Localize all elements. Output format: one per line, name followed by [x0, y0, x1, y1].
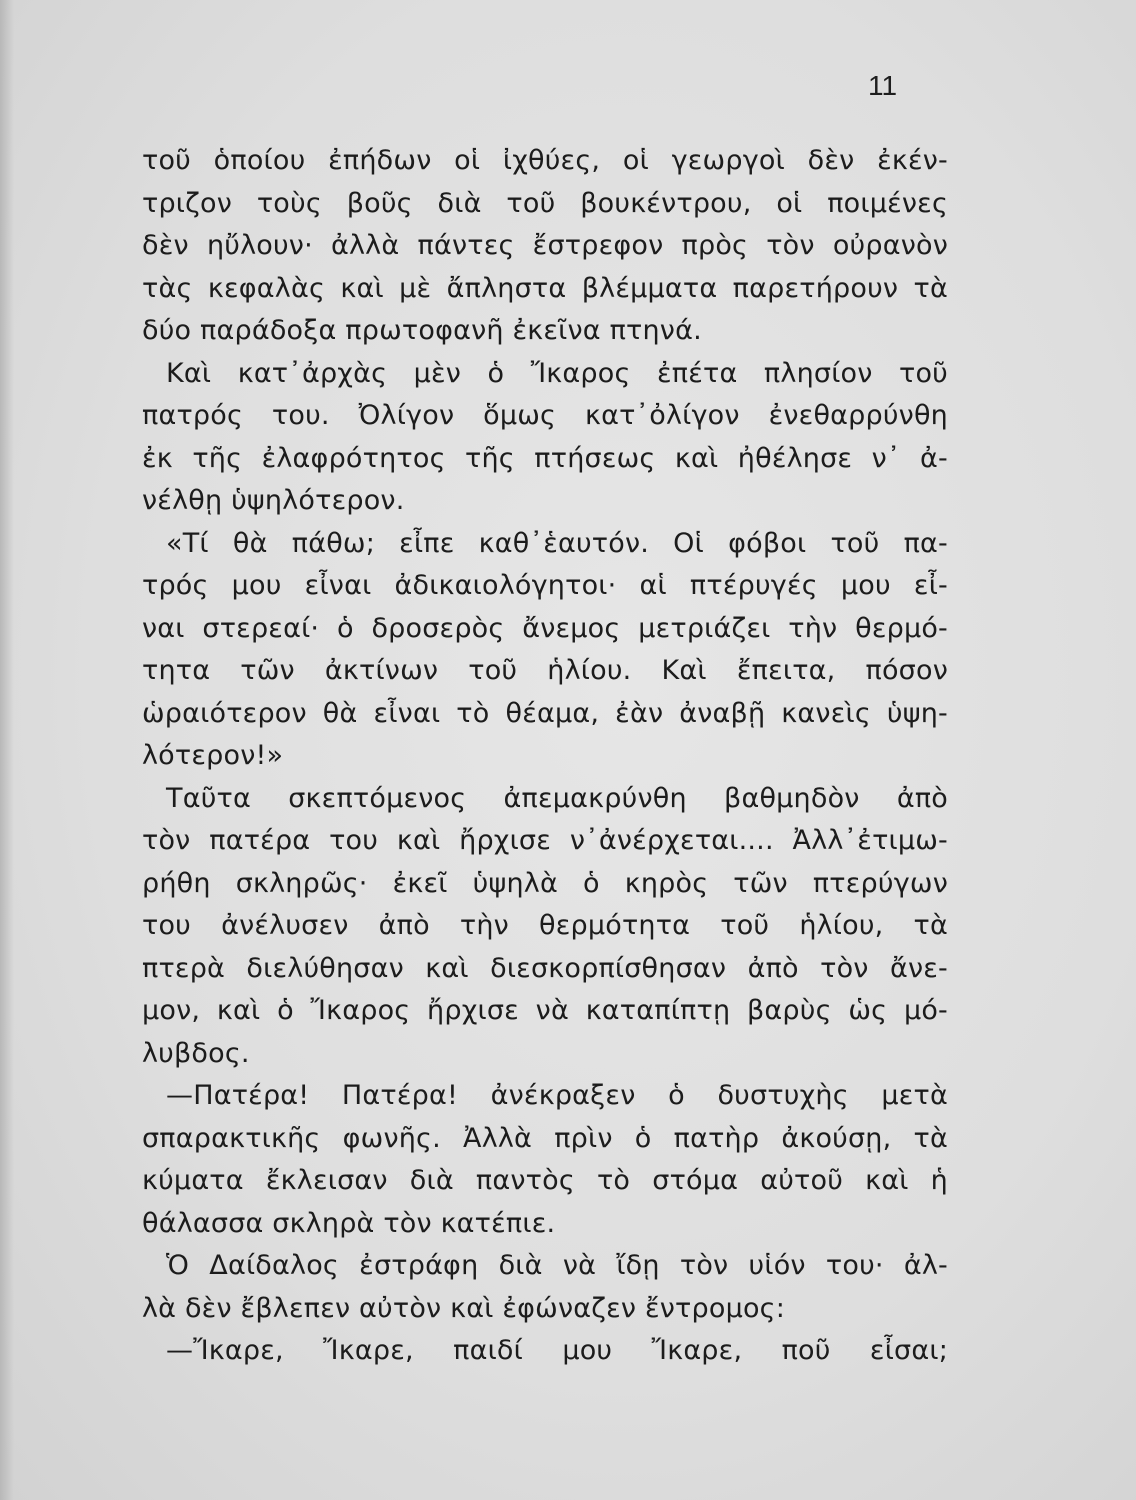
text-line: του ἀνέλυσεν ἀπὸ τὴν θερμότητα τοῦ ἡλίου, τὰ — [142, 910, 948, 941]
text-line: κύματα ἔκλεισαν διὰ παντὸς τὸ στόμα αὐτοῦ καὶ ἡ — [142, 1165, 948, 1196]
text-line: ρήθη σκληρῶς· ἐκεῖ ὑψηλὰ ὁ κηρὸς τῶν πτερύγων — [142, 867, 948, 899]
text-line: θάλασσα σκληρὰ τὸν κατέπιε. — [142, 1207, 556, 1239]
text-line: ὡραιότερον θὰ εἶναι τὸ θέαμα, ἐὰν ἀναβῇ κανεὶς ὑψη- — [142, 697, 948, 729]
page-number: 11 — [868, 70, 898, 101]
text-line: τητα τῶν ἀκτίνων τοῦ ἡλίου. Καὶ ἔπειτα, πόσον — [142, 655, 948, 686]
text-line: τριζον τοὺς βοῦς διὰ τοῦ βουκέντρου, οἱ ποιμένες — [142, 187, 948, 219]
text-line: —Πατέρα! Πατέρα! ἀνέκραξεν ὁ δυστυχὴς μετὰ — [166, 1080, 948, 1111]
text-line: πατρός του. Ὀλίγον ὅμως κατ᾽ὀλίγον ἐνεθαρρύνθη — [142, 400, 948, 431]
text-line: Καὶ κατ᾽ἀρχὰς μὲν ὁ Ἴκαρος ἐπέτα πλησίον τοῦ — [166, 357, 948, 389]
text-line: πτερὰ διελύθησαν καὶ διεσκορπίσθησαν ἀπὸ τὸν ἄνε- — [142, 952, 948, 984]
text-line: λότερον!» — [142, 740, 284, 771]
text-line: Ταῦτα σκεπτόμενος ἀπεμακρύνθη βαθμηδὸν ἀπὸ — [166, 782, 948, 814]
text-line: τὸν πατέρα του καὶ ἤρχισε ν᾽ἀνέρχεται.... Ἀλλ᾽ἐτιμω- — [142, 825, 948, 856]
text-line: δύο παράδοξα πρωτοφανῆ ἐκεῖνα πτηνά. — [142, 315, 702, 346]
text-line: ἐκ τῆς ἐλαφρότητος τῆς πτήσεως καὶ ἠθέλησε ν᾽ ἀ- — [142, 442, 948, 474]
body-text — [142, 140, 948, 1373]
text-line: —Ἴκαρε, Ἴκαρε, παιδί μου Ἴκαρε, ποῦ εἶσαι; — [166, 1335, 948, 1366]
text-line: ναι στερεαί· ὁ δροσερὸς ἄνεμος μετριάζει τὴν θερμό- — [142, 612, 948, 644]
text-line: νέλθῃ ὑψηλότερον. — [142, 485, 405, 516]
text-line: τρός μου εἶναι ἀδικαιολόγητοι· αἱ πτέρυγές μου εἶ- — [142, 570, 948, 601]
text-line: τὰς κεφαλὰς καὶ μὲ ἄπληστα βλέμματα παρετήρουν τὰ — [142, 272, 948, 304]
page-edge-shadow — [0, 0, 14, 1500]
text-line: δὲν ηὔλουν· ἀλλὰ πάντες ἔστρεφον πρὸς τὸν οὐρανὸν — [142, 230, 948, 261]
text-line: λυβδος. — [142, 1037, 250, 1069]
text-line: σπαρακτικῆς φωνῆς. Ἀλλὰ πρὶν ὁ πατὴρ ἀκούσῃ, τὰ — [142, 1122, 948, 1154]
text-line: τοῦ ὁποίου ἐπήδων οἱ ἰχθύες, οἱ γεωργοὶ δὲν ἐκέν- — [142, 145, 948, 176]
text-line: μον, καὶ ὁ Ἴκαρος ἤρχισε νὰ καταπίπτῃ βαρὺς ὡς μό- — [142, 995, 948, 1026]
text-line: λὰ δὲν ἔβλεπεν αὐτὸν καὶ ἐφώναζεν ἔντρομος: — [142, 1292, 786, 1324]
text-line: Ὁ Δαίδαλος ἐστράφη διὰ νὰ ἴδῃ τὸν υἱόν του· ἀλ- — [166, 1250, 948, 1281]
text-line: «Τί θὰ πάθω; εἶπε καθ᾽ἑαυτόν. Οἱ φόβοι τοῦ πα- — [166, 527, 948, 559]
